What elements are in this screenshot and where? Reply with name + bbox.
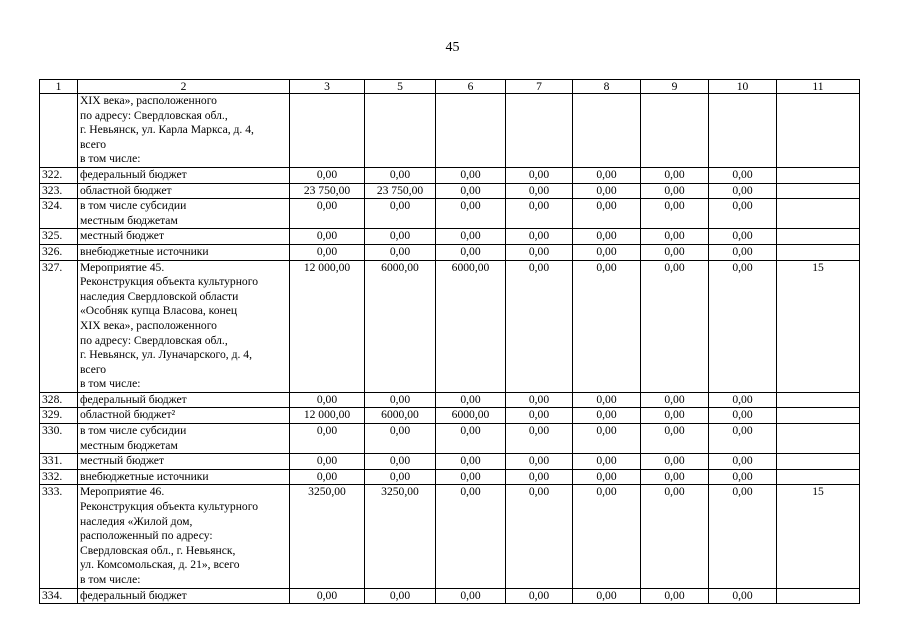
column-header-8: 9 <box>641 80 709 94</box>
description-line: Реконструкция объекта культурного <box>80 500 258 514</box>
value-cell-col-3: 0,00 <box>290 392 365 408</box>
value-cell-col-6: 0,00 <box>436 229 506 245</box>
value-cell-col-7: 0,00 <box>506 485 573 588</box>
value-cell-col-7: 0,00 <box>506 588 573 604</box>
column-header-3: 3 <box>290 80 365 94</box>
description-line: федеральный бюджет <box>80 167 187 181</box>
value-cell-col-5: 0,00 <box>365 199 436 229</box>
table-row <box>40 469 860 485</box>
row-description <box>78 469 290 485</box>
value-cell-col-9: 0,00 <box>641 167 709 183</box>
value-cell-col-11: 15 <box>777 485 860 588</box>
description-line: федеральный бюджет <box>80 588 187 602</box>
description-line: наследия «Жилой дом, <box>80 514 193 528</box>
value-cell-col-10: 0,00 <box>709 424 777 454</box>
value-cell-col-10: 0,00 <box>709 469 777 485</box>
row-number: 323. <box>40 183 78 199</box>
value-cell-col-11 <box>777 454 860 470</box>
row-number: 334. <box>40 588 78 604</box>
value-cell-col-6 <box>436 94 506 168</box>
value-cell-col-5: 0,00 <box>365 392 436 408</box>
description-line: наследия Свердловской области <box>80 289 239 303</box>
value-cell-col-8: 0,00 <box>573 244 641 260</box>
description-line: г. Невьянск, ул. Карла Маркса, д. 4, <box>80 123 254 137</box>
value-cell-col-6: 0,00 <box>436 469 506 485</box>
row-description <box>78 167 290 183</box>
description-line: XIX века», расположенного <box>80 318 217 332</box>
value-cell-col-5: 0,00 <box>365 454 436 470</box>
value-cell-col-7: 0,00 <box>506 424 573 454</box>
row-description <box>78 244 290 260</box>
row-description <box>78 485 290 588</box>
row-number: 332. <box>40 469 78 485</box>
value-cell-col-8: 0,00 <box>573 408 641 424</box>
value-cell-col-10: 0,00 <box>709 167 777 183</box>
value-cell-col-8: 0,00 <box>573 469 641 485</box>
value-cell-col-6: 6000,00 <box>436 408 506 424</box>
value-cell-col-9 <box>641 94 709 168</box>
value-cell-col-11 <box>777 167 860 183</box>
description-line: внебюджетные источники <box>80 469 209 483</box>
column-header-row <box>40 80 860 94</box>
description-line: областной бюджет² <box>80 408 176 422</box>
value-cell-col-3: 0,00 <box>290 454 365 470</box>
value-cell-col-10: 0,00 <box>709 244 777 260</box>
description-line: местный бюджет <box>80 454 165 468</box>
value-cell-col-8: 0,00 <box>573 260 641 392</box>
value-cell-col-8: 0,00 <box>573 485 641 588</box>
description-line: в том числе: <box>80 377 141 391</box>
value-cell-col-3: 0,00 <box>290 199 365 229</box>
value-cell-col-9: 0,00 <box>641 424 709 454</box>
value-cell-col-9: 0,00 <box>641 260 709 392</box>
value-cell-col-5: 23 750,00 <box>365 183 436 199</box>
row-description <box>78 424 290 454</box>
row-description <box>78 454 290 470</box>
value-cell-col-5 <box>365 94 436 168</box>
value-cell-col-11 <box>777 244 860 260</box>
value-cell-col-10: 0,00 <box>709 199 777 229</box>
value-cell-col-8: 0,00 <box>573 199 641 229</box>
value-cell-col-10: 0,00 <box>709 392 777 408</box>
value-cell-col-6: 0,00 <box>436 454 506 470</box>
description-line: г. Невьянск, ул. Луначарского, д. 4, <box>80 348 252 362</box>
value-cell-col-7: 0,00 <box>506 408 573 424</box>
value-cell-col-5: 3250,00 <box>365 485 436 588</box>
value-cell-col-10: 0,00 <box>709 183 777 199</box>
value-cell-col-11 <box>777 392 860 408</box>
value-cell-col-3: 23 750,00 <box>290 183 365 199</box>
value-cell-col-11 <box>777 199 860 229</box>
table-row <box>40 260 860 392</box>
value-cell-col-3: 12 000,00 <box>290 408 365 424</box>
row-number: 330. <box>40 424 78 454</box>
value-cell-col-11 <box>777 229 860 245</box>
row-number <box>40 94 78 168</box>
description-line: Реконструкция объекта культурного <box>80 275 258 289</box>
value-cell-col-6: 0,00 <box>436 167 506 183</box>
row-description <box>78 229 290 245</box>
value-cell-col-10: 0,00 <box>709 485 777 588</box>
column-header-4: 5 <box>365 80 436 94</box>
description-line: всего <box>80 137 107 151</box>
table-row <box>40 588 860 604</box>
row-description <box>78 408 290 424</box>
value-cell-col-5: 6000,00 <box>365 260 436 392</box>
description-line: Мероприятие 46. <box>80 485 165 499</box>
description-line: Свердловская обл., г. Невьянск, <box>80 543 236 557</box>
row-description <box>78 392 290 408</box>
value-cell-col-8: 0,00 <box>573 588 641 604</box>
value-cell-col-7: 0,00 <box>506 199 573 229</box>
value-cell-col-3: 3250,00 <box>290 485 365 588</box>
value-cell-col-9: 0,00 <box>641 588 709 604</box>
value-cell-col-7: 0,00 <box>506 454 573 470</box>
value-cell-col-7: 0,00 <box>506 244 573 260</box>
description-line: ул. Комсомольская, д. 21», всего <box>80 558 240 572</box>
column-header-9: 10 <box>709 80 777 94</box>
value-cell-col-11 <box>777 183 860 199</box>
page-number: 45 <box>445 40 460 55</box>
description-line: в том числе: <box>80 573 141 586</box>
row-number: 328. <box>40 392 78 408</box>
value-cell-col-5: 6000,00 <box>365 408 436 424</box>
table-row <box>40 454 860 470</box>
table-body <box>40 80 860 604</box>
description-line: в том числе: <box>80 152 141 166</box>
value-cell-col-7: 0,00 <box>506 469 573 485</box>
value-cell-col-7 <box>506 94 573 168</box>
description-line: областной бюджет <box>80 183 172 197</box>
value-cell-col-10: 0,00 <box>709 260 777 392</box>
value-cell-col-3: 0,00 <box>290 229 365 245</box>
description-line: XIX века», расположенного <box>80 94 217 107</box>
value-cell-col-9: 0,00 <box>641 183 709 199</box>
row-description <box>78 588 290 604</box>
row-number: 322. <box>40 167 78 183</box>
column-header-7: 8 <box>573 80 641 94</box>
description-line: федеральный бюджет <box>80 392 187 406</box>
row-number: 331. <box>40 454 78 470</box>
table-row <box>40 408 860 424</box>
value-cell-col-5: 0,00 <box>365 469 436 485</box>
description-line: всего <box>80 362 107 376</box>
value-cell-col-5: 0,00 <box>365 424 436 454</box>
value-cell-col-3: 12 000,00 <box>290 260 365 392</box>
value-cell-col-6: 0,00 <box>436 199 506 229</box>
description-line: «Особняк купца Власова, конец <box>80 304 238 318</box>
value-cell-col-9: 0,00 <box>641 229 709 245</box>
value-cell-col-11 <box>777 408 860 424</box>
value-cell-col-8: 0,00 <box>573 424 641 454</box>
value-cell-col-6: 0,00 <box>436 485 506 588</box>
value-cell-col-11 <box>777 588 860 604</box>
description-line: расположенный по адресу: <box>80 529 213 543</box>
value-cell-col-3: 0,00 <box>290 167 365 183</box>
value-cell-col-6: 0,00 <box>436 424 506 454</box>
description-line: Мероприятие 45. <box>80 260 165 274</box>
value-cell-col-5: 0,00 <box>365 167 436 183</box>
value-cell-col-3: 0,00 <box>290 424 365 454</box>
row-description <box>78 260 290 392</box>
row-description <box>78 183 290 199</box>
value-cell-col-9: 0,00 <box>641 485 709 588</box>
row-description <box>78 199 290 229</box>
row-description <box>78 94 290 168</box>
table-row <box>40 167 860 183</box>
value-cell-col-10: 0,00 <box>709 408 777 424</box>
value-cell-col-9: 0,00 <box>641 469 709 485</box>
value-cell-col-3: 0,00 <box>290 469 365 485</box>
value-cell-col-6: 0,00 <box>436 183 506 199</box>
value-cell-col-7: 0,00 <box>506 167 573 183</box>
value-cell-col-5: 0,00 <box>365 229 436 245</box>
value-cell-col-6: 0,00 <box>436 244 506 260</box>
description-line: местным бюджетам <box>80 213 178 227</box>
description-line: внебюджетные источники <box>80 244 209 258</box>
value-cell-col-6: 0,00 <box>436 588 506 604</box>
value-cell-col-5: 0,00 <box>365 588 436 604</box>
value-cell-col-7: 0,00 <box>506 392 573 408</box>
value-cell-col-11 <box>777 94 860 168</box>
value-cell-col-9: 0,00 <box>641 392 709 408</box>
value-cell-col-8: 0,00 <box>573 229 641 245</box>
table-row <box>40 199 860 229</box>
value-cell-col-10: 0,00 <box>709 229 777 245</box>
table-row <box>40 485 860 588</box>
value-cell-col-10: 0,00 <box>709 588 777 604</box>
value-cell-col-10 <box>709 94 777 168</box>
description-line: по адресу: Свердловская обл., <box>80 333 228 347</box>
row-number: 329. <box>40 408 78 424</box>
row-number: 327. <box>40 260 78 392</box>
description-line: местный бюджет <box>80 229 165 243</box>
value-cell-col-8: 0,00 <box>573 167 641 183</box>
column-header-1: 1 <box>40 80 78 94</box>
value-cell-col-11 <box>777 424 860 454</box>
value-cell-col-6: 6000,00 <box>436 260 506 392</box>
table-row <box>40 183 860 199</box>
value-cell-col-8: 0,00 <box>573 183 641 199</box>
column-header-10: 11 <box>777 80 860 94</box>
description-line: в том числе субсидии <box>80 424 187 438</box>
row-number: 333. <box>40 485 78 588</box>
table-row <box>40 229 860 245</box>
row-number: 324. <box>40 199 78 229</box>
value-cell-col-7: 0,00 <box>506 183 573 199</box>
description-line: в том числе субсидии <box>80 199 187 213</box>
table-row <box>40 424 860 454</box>
value-cell-col-3: 0,00 <box>290 244 365 260</box>
table-row <box>40 244 860 260</box>
column-header-6: 7 <box>506 80 573 94</box>
value-cell-col-9: 0,00 <box>641 454 709 470</box>
column-header-5: 6 <box>436 80 506 94</box>
value-cell-col-11: 15 <box>777 260 860 392</box>
column-header-2: 2 <box>78 80 290 94</box>
value-cell-col-7: 0,00 <box>506 260 573 392</box>
value-cell-col-6: 0,00 <box>436 392 506 408</box>
value-cell-col-3 <box>290 94 365 168</box>
value-cell-col-3: 0,00 <box>290 588 365 604</box>
row-number: 326. <box>40 244 78 260</box>
table-row <box>40 94 860 168</box>
value-cell-col-5: 0,00 <box>365 244 436 260</box>
description-line: местным бюджетам <box>80 438 178 452</box>
budget-table <box>39 79 860 604</box>
value-cell-col-10: 0,00 <box>709 454 777 470</box>
value-cell-col-8 <box>573 94 641 168</box>
table-row <box>40 392 860 408</box>
value-cell-col-8: 0,00 <box>573 392 641 408</box>
value-cell-col-9: 0,00 <box>641 244 709 260</box>
value-cell-col-11 <box>777 469 860 485</box>
value-cell-col-9: 0,00 <box>641 408 709 424</box>
row-number: 325. <box>40 229 78 245</box>
description-line: по адресу: Свердловская обл., <box>80 108 228 122</box>
value-cell-col-7: 0,00 <box>506 229 573 245</box>
value-cell-col-9: 0,00 <box>641 199 709 229</box>
value-cell-col-8: 0,00 <box>573 454 641 470</box>
